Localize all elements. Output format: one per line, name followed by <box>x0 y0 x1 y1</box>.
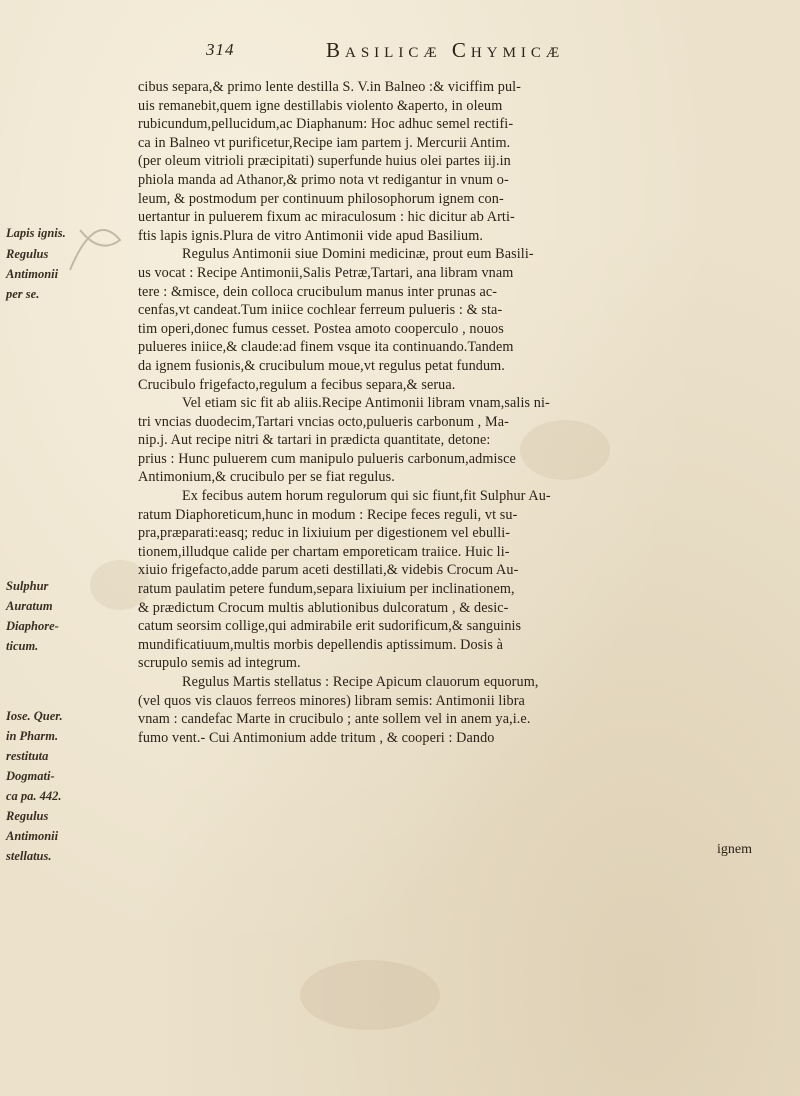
catchword: ignem <box>717 842 752 857</box>
text-line: ratum paulatim petere fundum,separa lixiuium per inclinationem, <box>138 581 515 598</box>
text-line: ca in Balneo vt purificetur,Recipe iam partem j. Mercurii Antim. <box>138 134 511 151</box>
body-text <box>138 78 778 747</box>
margin-note: per se. <box>6 287 40 301</box>
margin-note: Regulus <box>6 809 49 823</box>
margin-note: ticum. <box>6 639 39 653</box>
text-line: phiola manda ad Athanor,& primo nota vt redigantur in vnum o- <box>138 171 509 188</box>
margin-note: Auratum <box>6 599 53 613</box>
text-line: tere : &misce, dein colloca crucibulum manus inter prunas ac- <box>138 283 498 300</box>
text-line: vnam : candefac Marte in crucibulo ; ante sollem vel in anem ya,i.e. <box>138 711 531 728</box>
page-number: 314 <box>206 40 235 59</box>
running-head: Basilicæ Chymicæ <box>326 38 565 62</box>
text-line: pra,præparati:easq; reduc in lixiuium per digestionem vel ebulli- <box>138 525 511 542</box>
text-line: Regulus Antimonii siue Domini medicinæ, prout eum Basili- <box>182 246 534 263</box>
text-line: uis remanebit,quem igne destillabis violento &aperto, in oleum <box>138 97 503 114</box>
text-line: cenfas,vt candeat.Tum iniice cochlear ferreum pulueris : & sta- <box>138 302 503 319</box>
margin-note: ca pa. 442. <box>6 789 62 803</box>
text-line: scrupulo semis ad integrum. <box>138 655 301 672</box>
text-line: Regulus Martis stellatus : Recipe Apicum clauorum equorum, <box>182 674 539 690</box>
text-line: (vel quos vis clauos ferreos minores) libram semis: Antimonii libra <box>138 692 525 709</box>
margin-note: Sulphur <box>6 579 49 593</box>
text-line: cibus separa,& primo lente destilla S. V.in Balneo :& viciffim pul- <box>138 79 522 95</box>
margin-note: in Pharm. <box>6 729 59 743</box>
text-line: Ex fecibus autem horum regulorum qui sic fiunt,fit Sulphur Au- <box>182 488 551 505</box>
text-line: nip.j. Aut recipe nitri & tartari in prædicta quantitate, detone: <box>138 432 491 449</box>
margin-note: Regulus <box>6 247 49 261</box>
text-line: da ignem fusionis,& crucibulum moue,vt regulus petat fundum. <box>138 357 505 374</box>
text-line: leum, & postmodum per continuum philosophorum ignem con- <box>138 190 504 207</box>
margin-note: Antimonii <box>6 829 59 843</box>
text-line: Crucibulo frigefacto,regulum a fecibus separa,& serua. <box>138 376 456 393</box>
text-line: prius : Hunc puluerem cum manipulo pulueris carbonum,admisce <box>138 450 516 467</box>
text-line: us vocat : Recipe Antimonii,Salis Petræ,Tartari, ana libram vnam <box>138 264 514 281</box>
text-line: mundificatiuum,multis morbis depellendis aptissimum. Dosis à <box>138 636 503 653</box>
margin-note: Dogmati- <box>6 769 55 783</box>
margin-note: Antimonii <box>6 267 59 281</box>
text-line: tri vncias duodecim,Tartari vncias octo,pulueris carbonum , Ma- <box>138 413 509 430</box>
text-line: & prædictum Crocum multis ablutionibus dulcoratum , & desic- <box>138 599 509 616</box>
margin-notes <box>0 0 130 1096</box>
margin-note: restituta <box>6 749 49 763</box>
margin-note: Iose. Quer. <box>6 709 63 723</box>
text-line: rubicundum,pellucidum,ac Diaphanum: Hoc adhuc semel rectifi- <box>138 116 514 133</box>
text-line: Antimonium,& crucibulo per se fiat regulus. <box>138 469 395 486</box>
text-line: fumo vent.- Cui Antimonium adde tritum , & cooperi : Dando <box>138 729 495 746</box>
text-line: Vel etiam sic fit ab aliis.Recipe Antimonii libram vnam,salis ni- <box>182 395 550 412</box>
text-line: pulueres iniice,& claude:ad finem vsque ita continuando.Tandem <box>138 339 514 356</box>
text-line: uertantur in puluerem fixum ac miraculosum : hic dicitur ab Arti- <box>138 209 515 226</box>
text-line: tionem,illudque calide per chartam emporeticam traiice. Huic li- <box>138 543 510 560</box>
margin-note: Diaphore- <box>6 619 59 633</box>
text-line: ftis lapis ignis.Plura de vitro Antimonii vide apud Basilium. <box>138 227 484 244</box>
margin-note: Lapis ignis. <box>6 226 66 240</box>
text-line: tim operi,donec fumus cesset. Postea amoto cooperculo , nouos <box>138 320 504 337</box>
text-line: ratum Diaphoreticum,hunc in modum : Recipe feces reguli, vt su- <box>138 506 518 523</box>
page-header <box>206 36 776 70</box>
margin-note: stellatus. <box>6 849 52 863</box>
text-line: catum seorsim collige,qui admirabile erit sudorificum,& sanguinis <box>138 618 522 635</box>
text-line: (per oleum vitrioli præcipitati) superfunde huius olei partes iij.in <box>138 153 511 170</box>
text-line: xiuio frigefacto,adde parum aceti destillati,& videbis Crocum Au- <box>138 562 519 579</box>
paper-stain <box>300 960 440 1030</box>
